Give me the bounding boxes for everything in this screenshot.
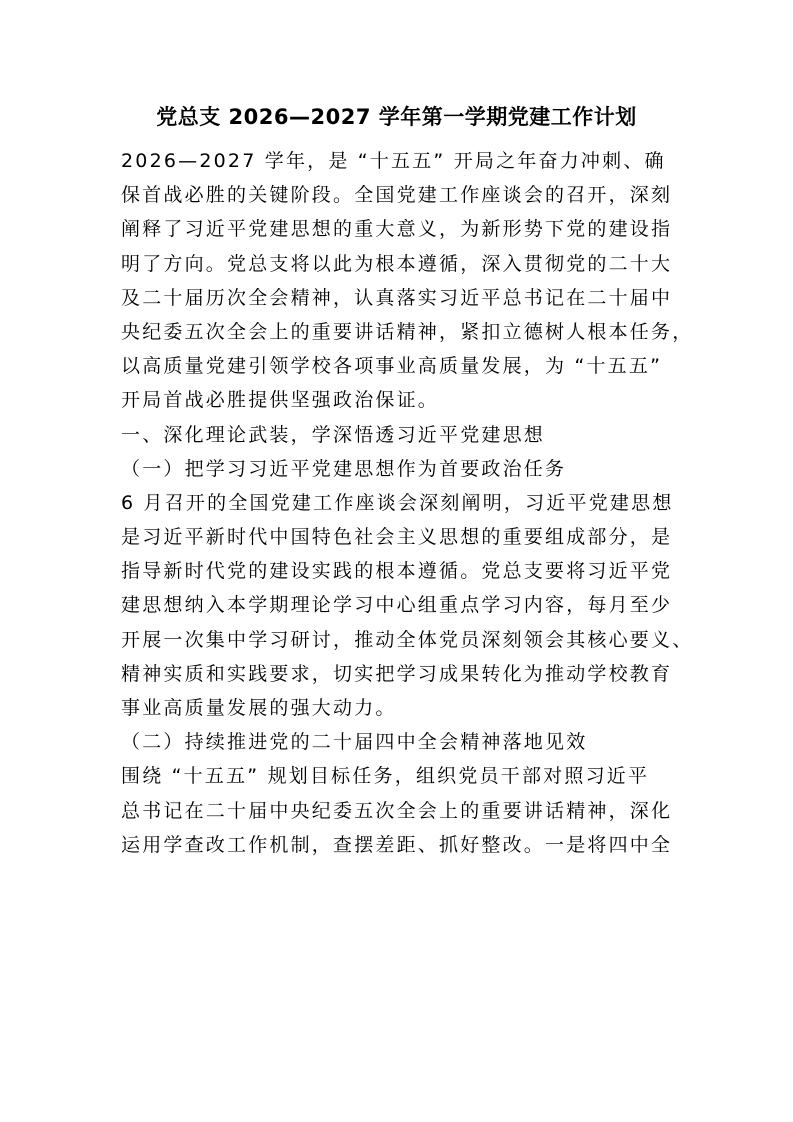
body-line: 及二十届历次全会精神，认真落实习近平总书记在二十届中	[121, 286, 673, 309]
body-line: 保首战必胜的关键阶段。全国党建工作座谈会的召开，深刻	[121, 184, 673, 207]
body-line: 6 月召开的全国党建工作座谈会深刻阐明，习近平党建思想	[121, 491, 674, 514]
body-line: 明了方向。党总支将以此为根本遵循，深入贯彻党的二十大	[121, 252, 673, 275]
body-line: 运用学查改工作机制，查摆差距、抓好整改。一是将四中全	[121, 833, 673, 856]
body-line: 央纪委五次全会上的重要讲话精神，紧扣立德树人根本任务，	[121, 320, 694, 343]
subsection-heading: （二）持续推进党的二十届四中全会精神落地见效	[121, 731, 588, 754]
body-line: 是习近平新时代中国特色社会主义思想的重要组成部分，是	[121, 526, 673, 549]
document-title: 党总支 2026—2027 学年第一学期党建工作计划	[156, 105, 637, 129]
body-line: 事业高质量发展的强大动力。	[121, 697, 397, 719]
body-line: 指导新时代党的建设实践的根本遵循。党总支要将习近平党	[121, 560, 673, 583]
subsection-heading: （一）把学习习近平党建思想作为首要政治任务	[121, 457, 567, 480]
body-line: 以高质量党建引领学校各项事业高质量发展，为 “十五五”	[121, 355, 663, 378]
body-line: 开局首战必胜提供坚强政治保证。	[121, 389, 440, 412]
body-line: 阐释了习近平党建思想的重大意义，为新形势下党的建设指	[121, 218, 673, 241]
body-line: 精神实质和实践要求，切实把学习成果转化为推动学校教育	[121, 662, 673, 685]
body-line: 2026—2027 学年，是 “十五五” 开局之年奋力冲刺、确	[121, 150, 666, 172]
body-line: 开展一次集中学习研讨，推动全体党员深刻领会其核心要义、	[121, 628, 694, 651]
body-line: 总书记在二十届中央纪委五次全会上的重要讲话精神，深化	[121, 799, 673, 822]
section-heading: 一、深化理论武装，学深悟透习近平党建思想	[121, 423, 546, 446]
document-body	[121, 144, 694, 862]
body-line: 围绕 “十五五” 规划目标任务，组织党员干部对照习近平	[121, 765, 650, 788]
body-line: 建思想纳入本学期理论学习中心组重点学习内容，每月至少	[121, 594, 673, 617]
